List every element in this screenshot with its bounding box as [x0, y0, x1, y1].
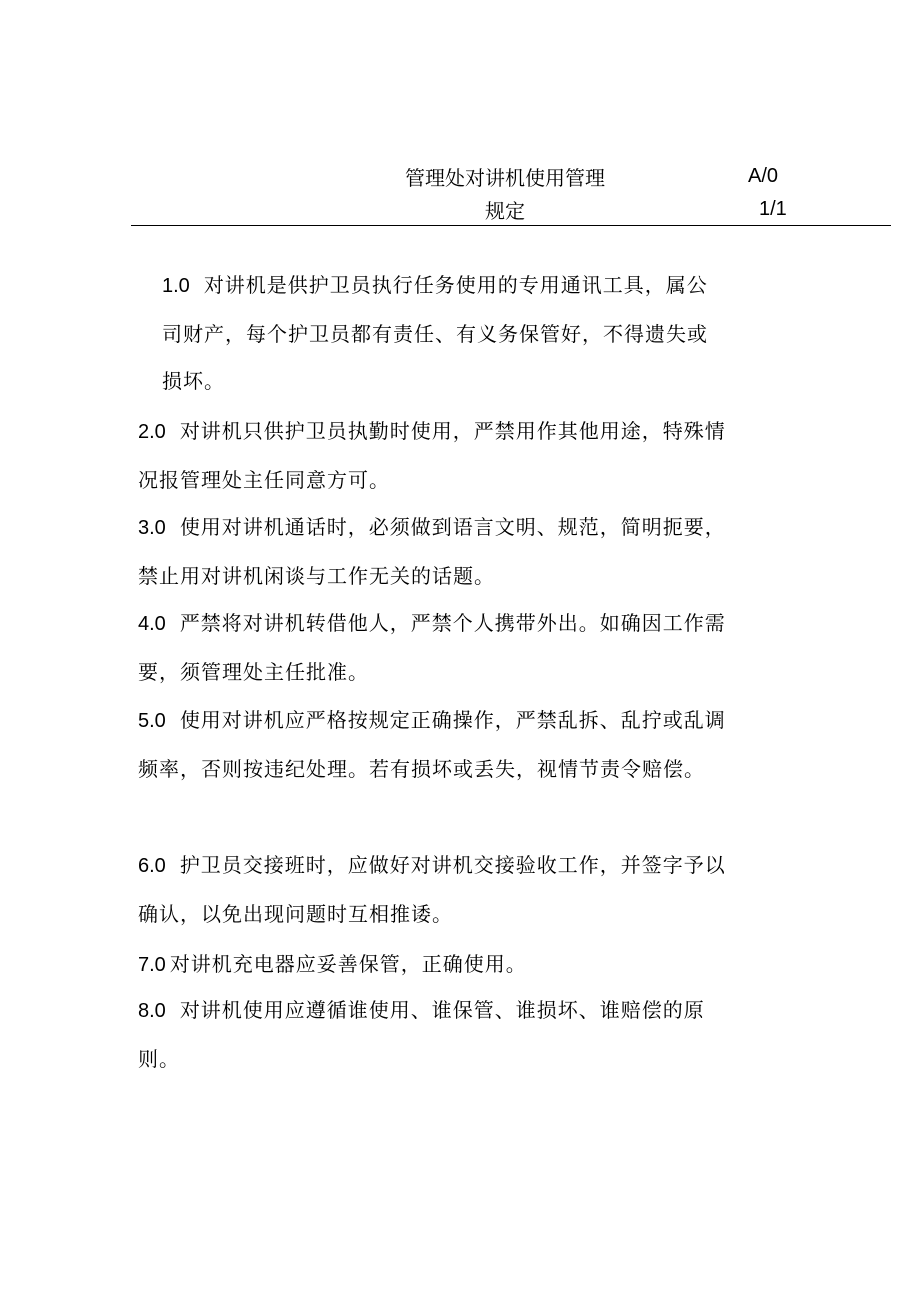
- clause-text: 对讲机是供护卫员执行任务使用的专用通讯工具，属公司财产，每个护卫员都有责任、有义务保管好，不得遗失或损坏。: [162, 273, 708, 393]
- clause-text: 使用对讲机通话时，必须做到语言文明、规范，简明扼要，禁止用对讲机闲谈与工作无关的话题。: [138, 515, 726, 588]
- clause-number: 6.0: [138, 855, 166, 877]
- clause-4: [138, 600, 728, 696]
- clause-number: 4.0: [138, 613, 166, 635]
- clause-text: 对讲机充电器应妥善保管，正确使用。: [169, 952, 527, 976]
- clause-7: [138, 941, 728, 990]
- clause-text: 对讲机只供护卫员执勤时使用，严禁用作其他用途，特殊情况报管理处主任同意方可。: [138, 419, 726, 492]
- document-title-line2: 规定: [485, 199, 525, 223]
- clause-text: 护卫员交接班时，应做好对讲机交接验收工作，并签字予以确认，以免出现问题时互相推诿。: [138, 853, 726, 926]
- clause-number: 3.0: [138, 517, 166, 539]
- clause-2: [138, 408, 728, 504]
- clause-number: 7.0: [138, 954, 166, 976]
- clause-number: 1.0: [162, 275, 190, 297]
- document-title-line1: 管理处对讲机使用管理: [405, 166, 605, 190]
- clause-1: [162, 262, 722, 406]
- header-divider: [131, 225, 891, 226]
- clause-number: 2.0: [138, 421, 166, 443]
- clause-6: [138, 842, 728, 938]
- clause-5: [138, 697, 728, 793]
- clause-text: 对讲机使用应遵循谁使用、谁保管、谁损坏、谁赔偿的原则。: [138, 998, 705, 1071]
- clause-text: 严禁将对讲机转借他人，严禁个人携带外出。如确因工作需要，须管理处主任批准。: [138, 611, 726, 684]
- clause-number: 5.0: [138, 710, 166, 732]
- page-number: 1/1: [759, 198, 787, 220]
- clause-text: 使用对讲机应严格按规定正确操作，严禁乱拆、乱拧或乱调频率，否则按违纪处理。若有损坏或丢失，视情节责令赔偿。: [138, 708, 726, 781]
- clause-8: [138, 987, 728, 1083]
- clause-3: [138, 504, 728, 600]
- revision-code: A/0: [748, 165, 779, 187]
- clause-number: 8.0: [138, 1000, 166, 1022]
